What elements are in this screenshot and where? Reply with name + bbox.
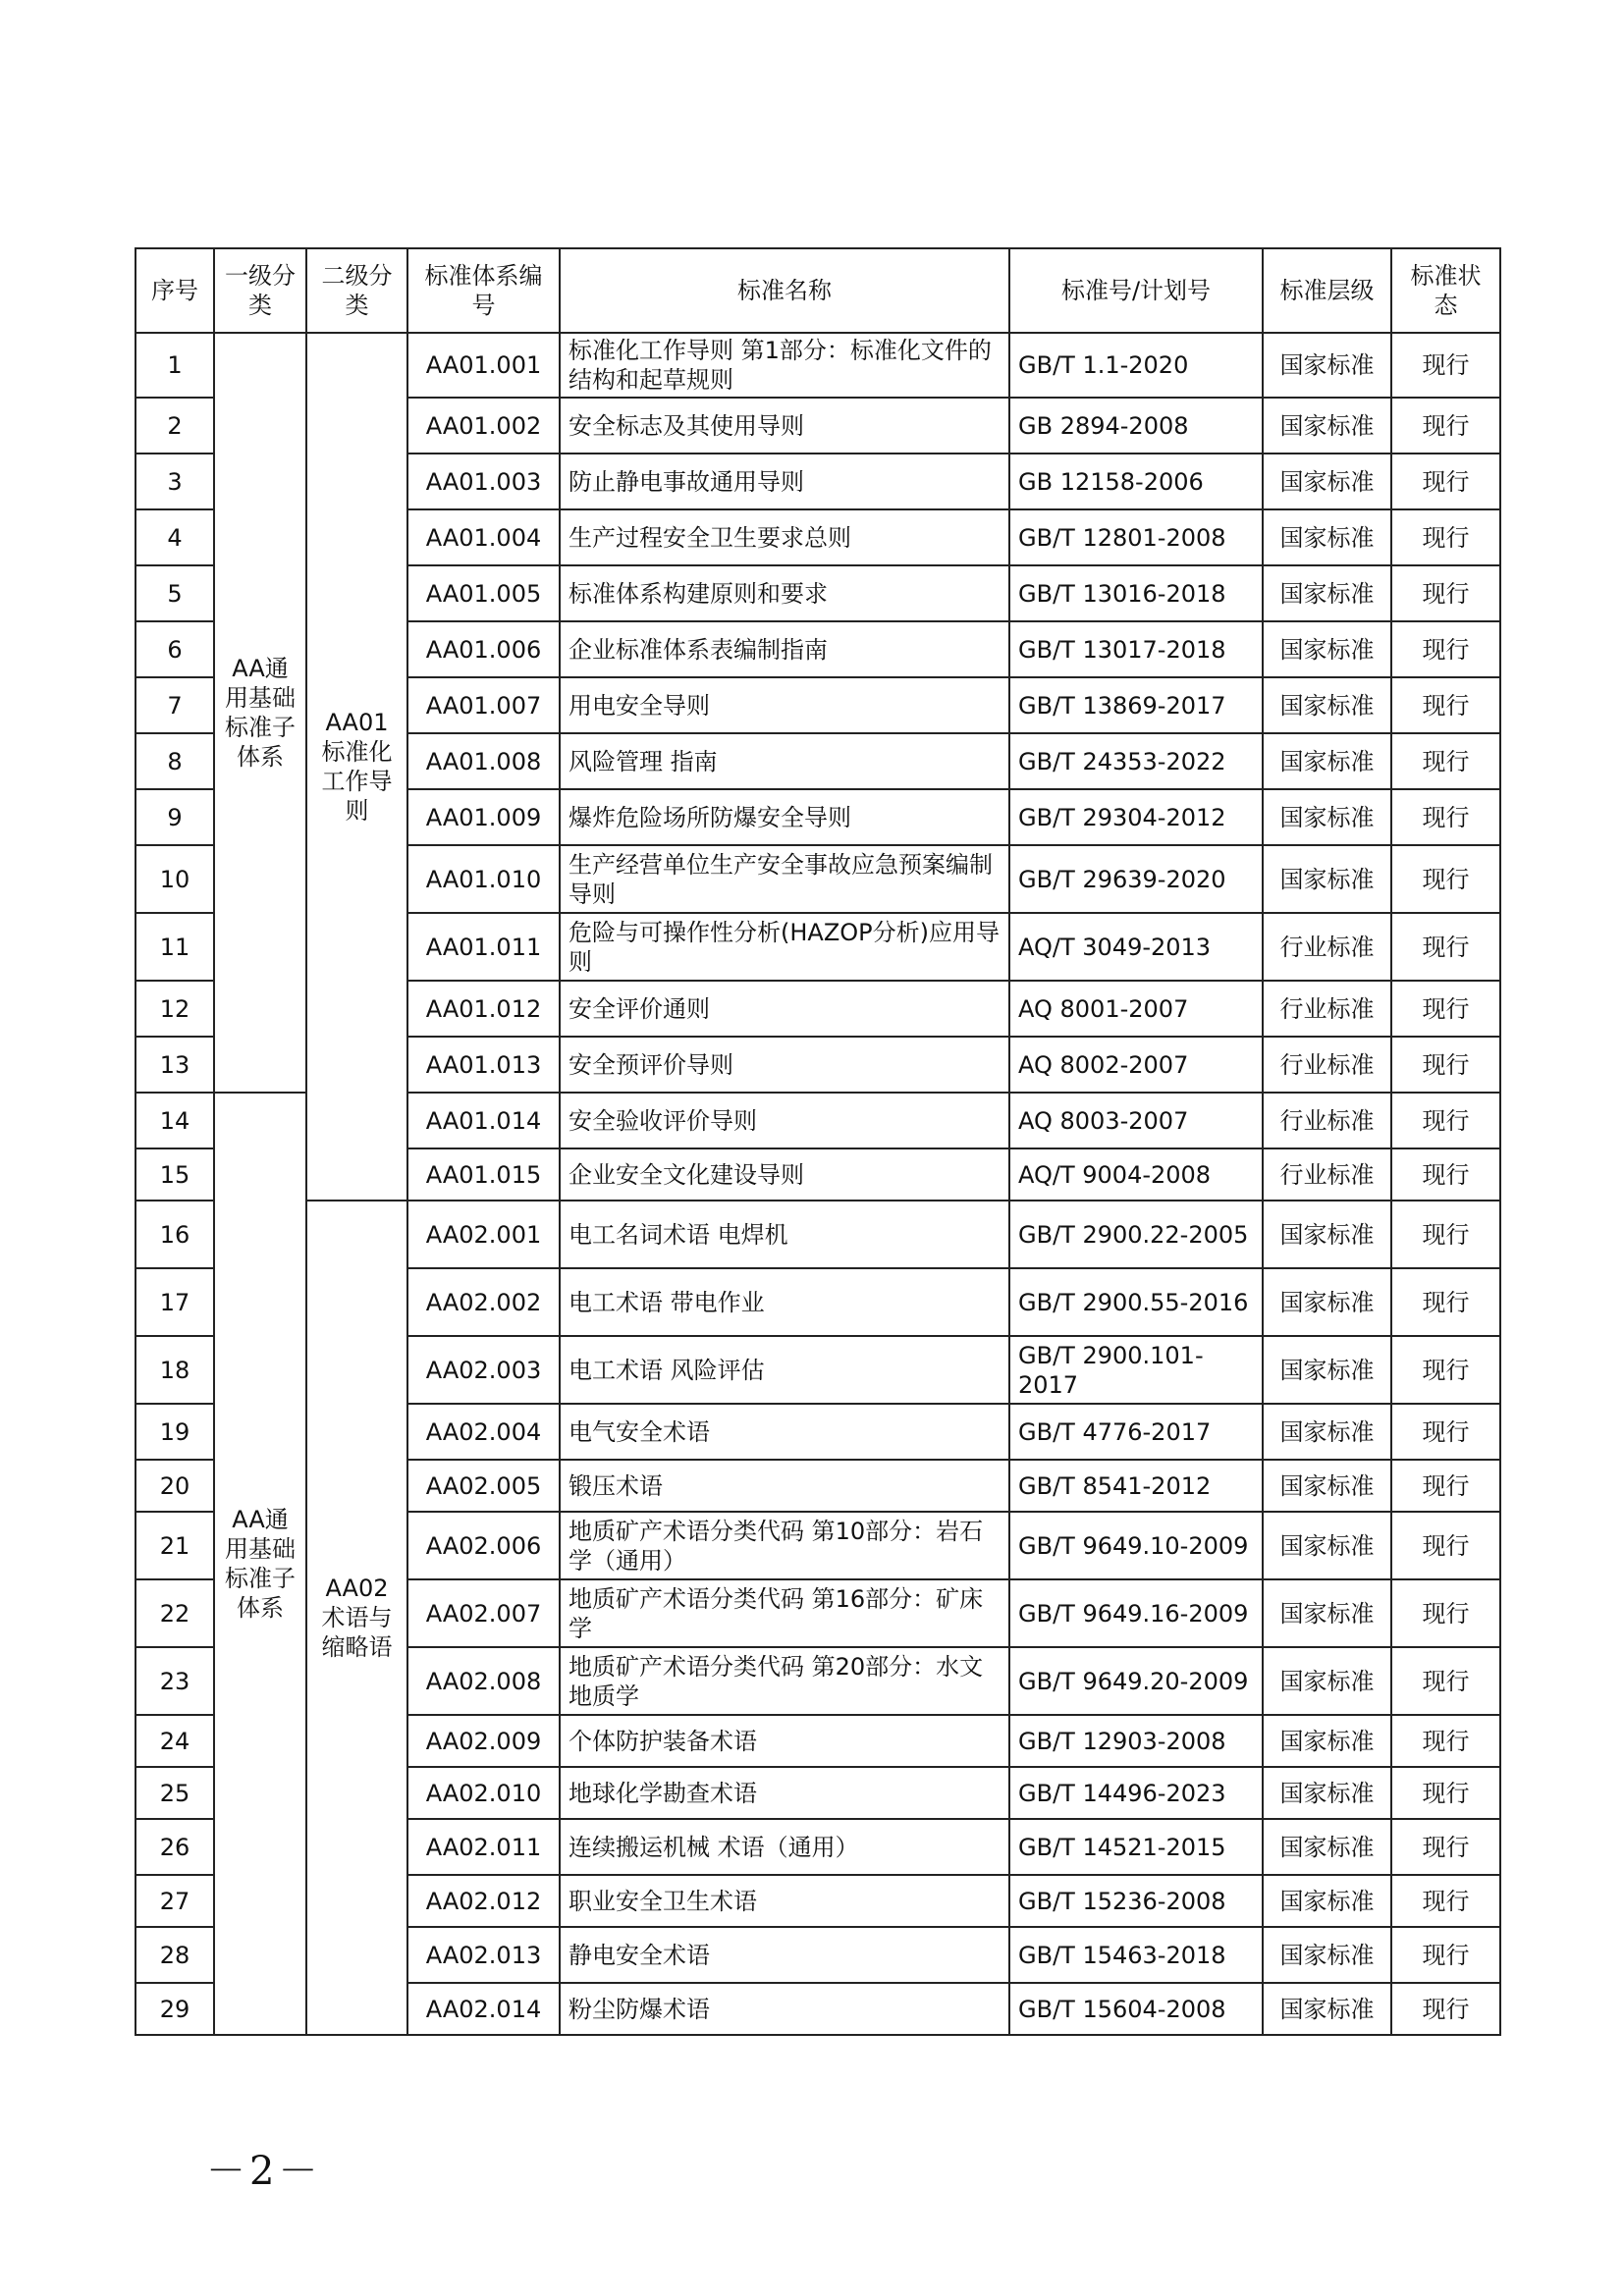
cell-seq: 16 xyxy=(135,1201,214,1268)
cell-seq: 9 xyxy=(135,789,214,845)
cell-standard-number: AQ 8002-2007 xyxy=(1009,1037,1263,1093)
cell-standard-name: 标准体系构建原则和要求 xyxy=(560,565,1009,621)
cell-seq: 21 xyxy=(135,1512,214,1579)
cell-standard-status: 现行 xyxy=(1391,565,1500,621)
cell-standard-number: GB/T 8541-2012 xyxy=(1009,1460,1263,1512)
cell-system-code: AA02.002 xyxy=(407,1268,560,1336)
cell-system-code: AA01.004 xyxy=(407,509,560,565)
cell-standard-status: 现行 xyxy=(1391,845,1500,913)
cell-standard-level: 行业标准 xyxy=(1263,1093,1391,1148)
cell-system-code: AA01.015 xyxy=(407,1148,560,1201)
cell-system-code: AA01.003 xyxy=(407,454,560,509)
cell-seq: 20 xyxy=(135,1460,214,1512)
cell-system-code: AA02.011 xyxy=(407,1819,560,1875)
cell-standard-status: 现行 xyxy=(1391,1201,1500,1268)
cell-standard-name: 电工术语 风险评估 xyxy=(560,1336,1009,1404)
cell-standard-name: 防止静电事故通用导则 xyxy=(560,454,1009,509)
cell-standard-name: 地质矿产术语分类代码 第20部分：水文地质学 xyxy=(560,1647,1009,1715)
cell-standard-number: GB/T 13869-2017 xyxy=(1009,677,1263,733)
header-row xyxy=(135,248,1500,333)
cell-seq: 6 xyxy=(135,621,214,677)
header-name: 标准名称 xyxy=(560,248,1009,333)
cell-standard-number: GB/T 1.1-2020 xyxy=(1009,333,1263,398)
cell-system-code: AA01.011 xyxy=(407,913,560,981)
cell-system-code: AA01.013 xyxy=(407,1037,560,1093)
cell-seq: 24 xyxy=(135,1715,214,1767)
cell-standard-name: 职业安全卫生术语 xyxy=(560,1875,1009,1927)
cell-standard-name: 企业安全文化建设导则 xyxy=(560,1148,1009,1201)
cell-seq: 8 xyxy=(135,733,214,789)
cell-system-code: AA01.008 xyxy=(407,733,560,789)
cell-standard-status: 现行 xyxy=(1391,789,1500,845)
cell-standard-name: 地球化学勘查术语 xyxy=(560,1767,1009,1819)
cell-standard-name: 企业标准体系表编制指南 xyxy=(560,621,1009,677)
cell-standard-name: 用电安全导则 xyxy=(560,677,1009,733)
cell-standard-name: 生产经营单位生产安全事故应急预案编制导则 xyxy=(560,845,1009,913)
cell-system-code: AA02.007 xyxy=(407,1579,560,1647)
cell-standard-level: 国家标准 xyxy=(1263,454,1391,509)
cell-standard-status: 现行 xyxy=(1391,454,1500,509)
cell-standard-number: GB/T 24353-2022 xyxy=(1009,733,1263,789)
cell-standard-status: 现行 xyxy=(1391,1404,1500,1460)
cell-system-code: AA01.007 xyxy=(407,677,560,733)
cell-standard-status: 现行 xyxy=(1391,333,1500,398)
cell-standard-name: 粉尘防爆术语 xyxy=(560,1983,1009,2035)
cell-seq: 1 xyxy=(135,333,214,398)
cell-system-code: AA02.005 xyxy=(407,1460,560,1512)
cell-seq: 11 xyxy=(135,913,214,981)
cell-standard-level: 国家标准 xyxy=(1263,1268,1391,1336)
cell-standard-status: 现行 xyxy=(1391,398,1500,454)
page-number: －2－ xyxy=(206,2149,322,2194)
cell-seq: 28 xyxy=(135,1927,214,1983)
cell-standard-number: GB 12158-2006 xyxy=(1009,454,1263,509)
cell-standard-name: 个体防护装备术语 xyxy=(560,1715,1009,1767)
cell-standard-name: 安全验收评价导则 xyxy=(560,1093,1009,1148)
cell-standard-name: 危险与可操作性分析(HAZOP分析)应用导则 xyxy=(560,913,1009,981)
cell-seq: 5 xyxy=(135,565,214,621)
cell-standard-level: 国家标准 xyxy=(1263,1767,1391,1819)
cell-standard-name: 安全预评价导则 xyxy=(560,1037,1009,1093)
cell-standard-status: 现行 xyxy=(1391,621,1500,677)
cell-seq: 10 xyxy=(135,845,214,913)
cell-standard-name: 连续搬运机械 术语（通用） xyxy=(560,1819,1009,1875)
cell-standard-name: 电气安全术语 xyxy=(560,1404,1009,1460)
cell-system-code: AA02.014 xyxy=(407,1983,560,2035)
cell-standard-number: GB/T 9649.20-2009 xyxy=(1009,1647,1263,1715)
cell-standard-status: 现行 xyxy=(1391,509,1500,565)
cell-system-code: AA01.002 xyxy=(407,398,560,454)
cell-system-code: AA01.014 xyxy=(407,1093,560,1148)
cell-standard-number: GB/T 15463-2018 xyxy=(1009,1927,1263,1983)
cell-seq: 29 xyxy=(135,1983,214,2035)
cell-seq: 2 xyxy=(135,398,214,454)
cell-seq: 18 xyxy=(135,1336,214,1404)
cell-standard-number: GB/T 2900.101-2017 xyxy=(1009,1336,1263,1404)
cell-standard-status: 现行 xyxy=(1391,1767,1500,1819)
cell-standard-number: AQ 8001-2007 xyxy=(1009,981,1263,1037)
cell-standard-status: 现行 xyxy=(1391,981,1500,1037)
cell-standard-status: 现行 xyxy=(1391,1148,1500,1201)
cell-seq: 26 xyxy=(135,1819,214,1875)
cell-standard-status: 现行 xyxy=(1391,1512,1500,1579)
cell-system-code: AA02.010 xyxy=(407,1767,560,1819)
cell-standard-status: 现行 xyxy=(1391,677,1500,733)
cell-system-code: AA02.003 xyxy=(407,1336,560,1404)
cell-standard-number: GB/T 15604-2008 xyxy=(1009,1983,1263,2035)
cell-system-code: AA01.005 xyxy=(407,565,560,621)
cell-system-code: AA01.001 xyxy=(407,333,560,398)
cell-standard-level: 国家标准 xyxy=(1263,1336,1391,1404)
cell-system-code: AA02.009 xyxy=(407,1715,560,1767)
cell-standard-number: AQ/T 9004-2008 xyxy=(1009,1148,1263,1201)
cell-system-code: AA02.012 xyxy=(407,1875,560,1927)
cell-standard-level: 国家标准 xyxy=(1263,1579,1391,1647)
cell-standard-level: 国家标准 xyxy=(1263,1460,1391,1512)
cell-standard-name: 地质矿产术语分类代码 第10部分：岩石学（通用） xyxy=(560,1512,1009,1579)
cell-standard-level: 国家标准 xyxy=(1263,1875,1391,1927)
cell-standard-level: 国家标准 xyxy=(1263,1512,1391,1579)
cell-standard-level: 行业标准 xyxy=(1263,1037,1391,1093)
level1-category: AA通用基础标准子体系 xyxy=(214,333,306,1093)
cell-standard-number: AQ 8003-2007 xyxy=(1009,1093,1263,1148)
cell-standard-number: GB/T 2900.22-2005 xyxy=(1009,1201,1263,1268)
cell-standard-level: 国家标准 xyxy=(1263,1715,1391,1767)
cell-standard-status: 现行 xyxy=(1391,1715,1500,1767)
cell-standard-level: 国家标准 xyxy=(1263,733,1391,789)
cell-standard-status: 现行 xyxy=(1391,1268,1500,1336)
cell-standard-number: GB/T 2900.55-2016 xyxy=(1009,1268,1263,1336)
cell-standard-number: GB/T 14496-2023 xyxy=(1009,1767,1263,1819)
cell-system-code: AA01.010 xyxy=(407,845,560,913)
cell-standard-number: GB/T 13016-2018 xyxy=(1009,565,1263,621)
cell-standard-status: 现行 xyxy=(1391,733,1500,789)
cell-standard-name: 锻压术语 xyxy=(560,1460,1009,1512)
cell-standard-number: GB/T 4776-2017 xyxy=(1009,1404,1263,1460)
cell-standard-name: 电工术语 带电作业 xyxy=(560,1268,1009,1336)
cell-seq: 4 xyxy=(135,509,214,565)
cell-standard-level: 国家标准 xyxy=(1263,1927,1391,1983)
cell-standard-level: 国家标准 xyxy=(1263,1819,1391,1875)
cell-seq: 23 xyxy=(135,1647,214,1715)
cell-seq: 12 xyxy=(135,981,214,1037)
cell-standard-status: 现行 xyxy=(1391,1093,1500,1148)
cell-standard-name: 静电安全术语 xyxy=(560,1927,1009,1983)
cell-seq: 25 xyxy=(135,1767,214,1819)
header-system-code: 标准体系编号 xyxy=(407,248,560,333)
header-std-level: 标准层级 xyxy=(1263,248,1391,333)
cell-standard-level: 国家标准 xyxy=(1263,845,1391,913)
cell-standard-status: 现行 xyxy=(1391,1579,1500,1647)
cell-standard-number: GB/T 29304-2012 xyxy=(1009,789,1263,845)
cell-system-code: AA02.013 xyxy=(407,1927,560,1983)
header-level1: 一级分类 xyxy=(214,248,306,333)
cell-standard-level: 行业标准 xyxy=(1263,1148,1391,1201)
cell-seq: 27 xyxy=(135,1875,214,1927)
cell-seq: 22 xyxy=(135,1579,214,1647)
cell-standard-status: 现行 xyxy=(1391,1647,1500,1715)
cell-standard-status: 现行 xyxy=(1391,1819,1500,1875)
cell-system-code: AA01.012 xyxy=(407,981,560,1037)
cell-system-code: AA01.006 xyxy=(407,621,560,677)
standards-table xyxy=(135,247,1501,2036)
level2-category: AA02术语与缩略语 xyxy=(306,1201,407,2035)
cell-standard-name: 标准化工作导则 第1部分：标准化文件的结构和起草规则 xyxy=(560,333,1009,398)
cell-standard-number: GB/T 15236-2008 xyxy=(1009,1875,1263,1927)
table-body xyxy=(135,333,1500,2035)
header-status: 标准状态 xyxy=(1391,248,1500,333)
cell-seq: 19 xyxy=(135,1404,214,1460)
cell-standard-number: GB/T 29639-2020 xyxy=(1009,845,1263,913)
cell-system-code: AA02.008 xyxy=(407,1647,560,1715)
cell-standard-status: 现行 xyxy=(1391,1875,1500,1927)
cell-standard-name: 爆炸危险场所防爆安全导则 xyxy=(560,789,1009,845)
cell-standard-level: 国家标准 xyxy=(1263,1983,1391,2035)
cell-standard-number: GB/T 12801-2008 xyxy=(1009,509,1263,565)
cell-system-code: AA02.006 xyxy=(407,1512,560,1579)
cell-seq: 3 xyxy=(135,454,214,509)
cell-standard-level: 国家标准 xyxy=(1263,1201,1391,1268)
cell-seq: 15 xyxy=(135,1148,214,1201)
cell-system-code: AA01.009 xyxy=(407,789,560,845)
cell-standard-number: GB/T 9649.16-2009 xyxy=(1009,1579,1263,1647)
cell-standard-status: 现行 xyxy=(1391,1336,1500,1404)
cell-standard-status: 现行 xyxy=(1391,1983,1500,2035)
table-row xyxy=(135,1201,1500,1268)
cell-standard-level: 行业标准 xyxy=(1263,913,1391,981)
cell-standard-level: 国家标准 xyxy=(1263,789,1391,845)
cell-seq: 13 xyxy=(135,1037,214,1093)
cell-standard-status: 现行 xyxy=(1391,1927,1500,1983)
cell-standard-name: 电工名词术语 电焊机 xyxy=(560,1201,1009,1268)
header-std-no: 标准号/计划号 xyxy=(1009,248,1263,333)
cell-standard-name: 生产过程安全卫生要求总则 xyxy=(560,509,1009,565)
cell-standard-number: GB 2894-2008 xyxy=(1009,398,1263,454)
cell-standard-level: 国家标准 xyxy=(1263,509,1391,565)
cell-seq: 14 xyxy=(135,1093,214,1148)
cell-standard-status: 现行 xyxy=(1391,1460,1500,1512)
cell-standard-name: 地质矿产术语分类代码 第16部分：矿床学 xyxy=(560,1579,1009,1647)
level2-category: AA01标准化工作导则 xyxy=(306,333,407,1201)
cell-standard-level: 国家标准 xyxy=(1263,1404,1391,1460)
cell-standard-level: 国家标准 xyxy=(1263,621,1391,677)
cell-standard-status: 现行 xyxy=(1391,913,1500,981)
cell-standard-level: 国家标准 xyxy=(1263,333,1391,398)
cell-standard-status: 现行 xyxy=(1391,1037,1500,1093)
cell-standard-level: 行业标准 xyxy=(1263,981,1391,1037)
cell-seq: 17 xyxy=(135,1268,214,1336)
cell-seq: 7 xyxy=(135,677,214,733)
cell-standard-level: 国家标准 xyxy=(1263,398,1391,454)
table-row xyxy=(135,333,1500,398)
cell-standard-number: GB/T 12903-2008 xyxy=(1009,1715,1263,1767)
cell-standard-number: GB/T 13017-2018 xyxy=(1009,621,1263,677)
cell-standard-level: 国家标准 xyxy=(1263,1647,1391,1715)
cell-standard-level: 国家标准 xyxy=(1263,677,1391,733)
cell-standard-number: GB/T 9649.10-2009 xyxy=(1009,1512,1263,1579)
cell-standard-level: 国家标准 xyxy=(1263,565,1391,621)
cell-standard-name: 安全评价通则 xyxy=(560,981,1009,1037)
header-level2: 二级分类 xyxy=(306,248,407,333)
cell-standard-number: GB/T 14521-2015 xyxy=(1009,1819,1263,1875)
cell-standard-name: 风险管理 指南 xyxy=(560,733,1009,789)
level1-category: AA通用基础标准子体系 xyxy=(214,1093,306,2035)
cell-standard-name: 安全标志及其使用导则 xyxy=(560,398,1009,454)
cell-system-code: AA02.004 xyxy=(407,1404,560,1460)
cell-system-code: AA02.001 xyxy=(407,1201,560,1268)
cell-standard-number: AQ/T 3049-2013 xyxy=(1009,913,1263,981)
header-seq: 序号 xyxy=(135,248,214,333)
